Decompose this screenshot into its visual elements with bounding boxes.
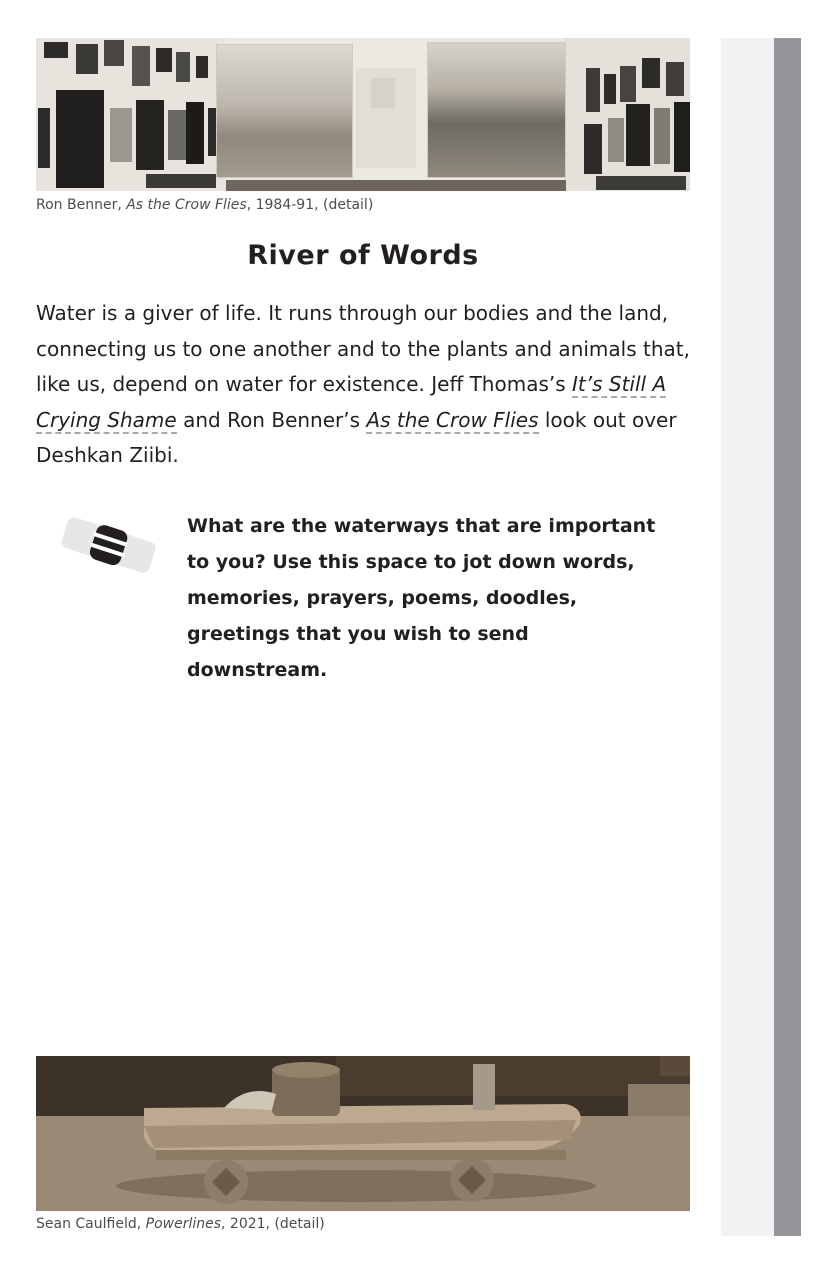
- wall-print: [196, 56, 208, 78]
- wall-print: [186, 102, 204, 164]
- wall-print: [168, 110, 188, 160]
- wall-print: [642, 58, 660, 88]
- wall-print: [654, 108, 670, 164]
- wall-print: [104, 40, 124, 66]
- wall-print: [626, 104, 650, 166]
- writing-prompt: What are the waterways that are important to you? Use this space to jot down words, memories, prayers, poems, doodles, greetings that you wish to send downstream.: [187, 515, 656, 681]
- wall-print: [176, 52, 190, 82]
- artwork-link-as-the-crow-flies[interactable]: As the Crow Flies: [366, 407, 539, 432]
- wall-print: [44, 42, 68, 58]
- wall-print: [38, 108, 50, 168]
- wall-print: [136, 100, 164, 170]
- hanging-photograph: [371, 78, 395, 108]
- wall-print: [56, 90, 104, 188]
- hanging-photograph: [217, 45, 352, 177]
- bottom-photo-caption: Sean Caulfield, Powerlines, 2021, (detail): [36, 1216, 325, 1232]
- wall-print: [604, 74, 616, 104]
- artwork-link-its-still-a-crying-shame[interactable]: It’s Still A Crying Shame: [36, 372, 667, 432]
- sculpture-photo: [36, 1056, 690, 1211]
- wall-print: [156, 48, 172, 72]
- wall-print: [110, 108, 132, 162]
- side-accent-bar: [774, 38, 801, 1236]
- hanging-photograph: [428, 43, 565, 177]
- wall-print: [596, 176, 686, 190]
- wall-print: [666, 62, 684, 96]
- wall-print: [674, 102, 690, 172]
- wall-print: [146, 174, 216, 188]
- wall-print: [620, 66, 636, 102]
- page-title: River of Words: [247, 240, 479, 271]
- wall-print: [584, 124, 602, 174]
- side-panel: [721, 38, 775, 1236]
- gallery-floor: [226, 180, 566, 191]
- pencil-icon: [58, 512, 158, 582]
- body-paragraph: Water is a giver of life. It runs through our bodies and the land, connecting us to one another and to the plants and animals that, like us, depend on water for existence. Jeff Thomas’s It’s Still A Crying Shame and Ron Benner’s As the Crow Flies look out over Deshkan Ziibi.: [36, 301, 690, 467]
- wall-print: [608, 118, 624, 162]
- gallery-photo: [36, 38, 690, 191]
- top-photo-caption: Ron Benner, As the Crow Flies, 1984-91, (detail): [36, 197, 374, 213]
- wall-print: [132, 46, 150, 86]
- wall-print: [586, 68, 600, 112]
- wall-print: [76, 44, 98, 74]
